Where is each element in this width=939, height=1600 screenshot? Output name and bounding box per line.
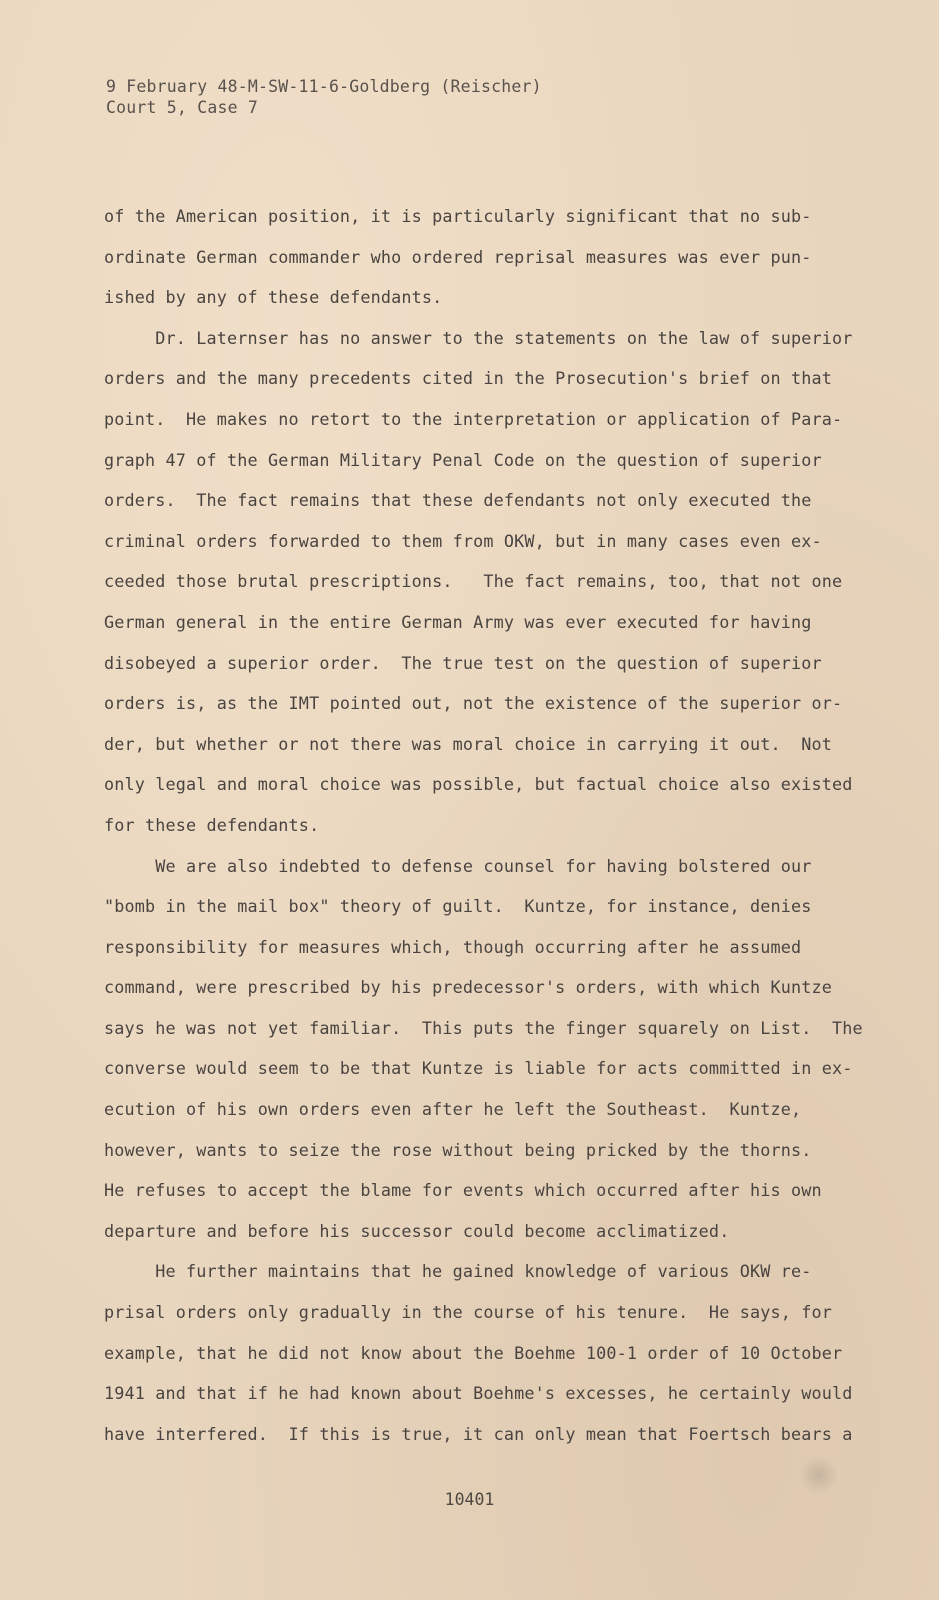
text-line: orders. The fact remains that these defendants not only executed the xyxy=(104,490,812,511)
text-line: responsibility for measures which, though occurring after he assumed xyxy=(104,936,802,957)
text-line: He refuses to accept the blame for events which occurred after his own xyxy=(104,1180,822,1201)
text-line: Dr. Laternser has no answer to the statements on the law of superior xyxy=(104,327,853,348)
text-line: We are also indebted to defense counsel for having bolstered our xyxy=(104,855,812,876)
text-line: departure and before his successor could become acclimatized. xyxy=(104,1220,730,1241)
document-header xyxy=(106,76,542,118)
document-body xyxy=(104,196,864,1454)
text-line: disobeyed a superior order. The true test on the question of superior xyxy=(104,652,822,673)
text-line: der, but whether or not there was moral choice in carrying it out. Not xyxy=(104,733,832,754)
text-line: however, wants to seize the rose without being pricked by the thorns. xyxy=(104,1139,812,1160)
text-line: criminal orders forwarded to them from OKW, but in many cases even ex- xyxy=(104,530,822,551)
text-line: orders is, as the IMT pointed out, not the existence of the superior or- xyxy=(104,693,843,714)
text-line: have interfered. If this is true, it can only mean that Foertsch bears a xyxy=(104,1423,853,1444)
header-line-court-case: Court 5, Case 7 xyxy=(106,98,259,117)
text-line: ceeded those brutal prescriptions. The fact remains, too, that not one xyxy=(104,571,843,592)
text-line: graph 47 of the German Military Penal Code on the question of superior xyxy=(104,449,822,470)
text-line: prisal orders only gradually in the course of his tenure. He says, for xyxy=(104,1302,832,1323)
text-line: says he was not yet familiar. This puts the finger squarely on List. The xyxy=(104,1017,863,1038)
text-line: orders and the many precedents cited in the Prosecution's brief on that xyxy=(104,368,832,389)
text-line: converse would seem to be that Kuntze is liable for acts committed in ex- xyxy=(104,1058,853,1079)
text-line: command, were prescribed by his predecessor's orders, with which Kuntze xyxy=(104,977,832,998)
text-line: only legal and moral choice was possible, but factual choice also existed xyxy=(104,774,853,795)
text-line: ecution of his own orders even after he left the Southeast. Kuntze, xyxy=(104,1099,802,1120)
text-line: example, that he did not know about the Boehme 100-1 order of 10 October xyxy=(104,1342,843,1363)
text-line: of the American position, it is particularly significant that no sub- xyxy=(104,206,812,226)
text-line: point. He makes no retort to the interpretation or application of Para- xyxy=(104,408,843,429)
text-line: German general in the entire German Army was ever executed for having xyxy=(104,611,812,632)
text-line: 1941 and that if he had known about Boehme's excesses, he certainly would xyxy=(104,1383,853,1404)
header-line-date-reference: 9 February 48-M-SW-11-6-Goldberg (Reischer) xyxy=(106,77,542,96)
page-number: 10401 xyxy=(444,1490,495,1509)
text-line: He further maintains that he gained knowledge of various OKW re- xyxy=(104,1261,812,1282)
text-line: "bomb in the mail box" theory of guilt. Kuntze, for instance, denies xyxy=(104,896,812,917)
text-line: ished by any of these defendants. xyxy=(104,287,443,308)
text-line: ordinate German commander who ordered reprisal measures was ever pun- xyxy=(104,246,812,267)
text-line: for these defendants. xyxy=(104,814,320,835)
paper-stain xyxy=(799,1455,839,1495)
